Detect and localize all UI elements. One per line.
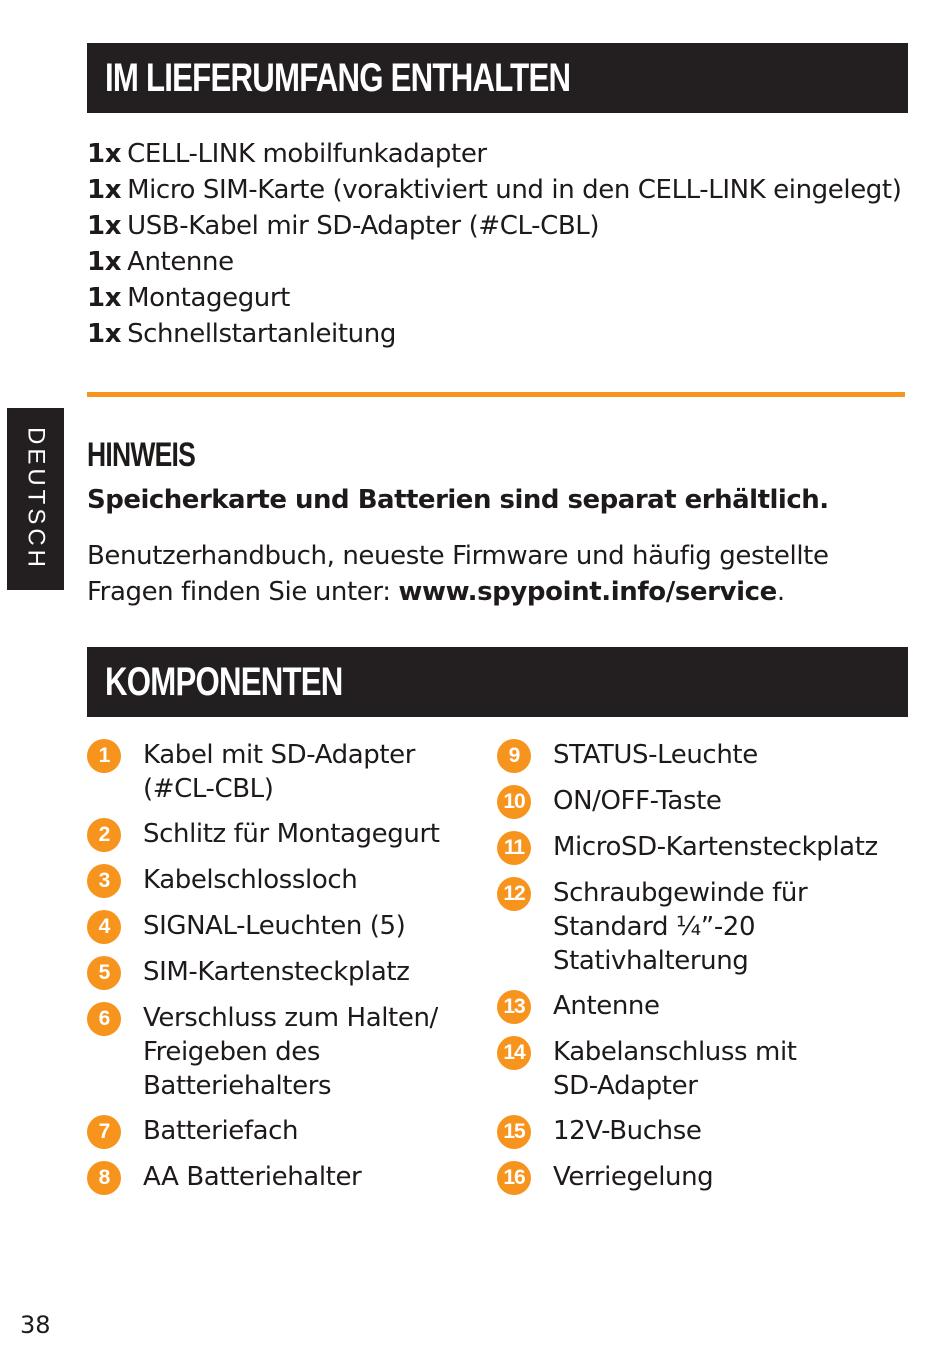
note-bold-line: Speicherkarte und Batterien sind separat erhältlich. [87, 485, 829, 515]
components-right-column [497, 738, 917, 1206]
item-text: Antenne [127, 247, 234, 277]
section-header-components [87, 647, 908, 717]
number-badge: 5 [87, 956, 121, 990]
number-badge: 7 [87, 1115, 121, 1149]
component-label: SIGNAL-Leuchten (5) [143, 911, 406, 941]
number-badge: 11 [497, 831, 531, 865]
contents-item [87, 316, 917, 352]
note-body-suffix: . [776, 577, 785, 607]
language-label: DEUTSCH [22, 426, 50, 571]
component-label: ON/OFF-Taste [553, 786, 722, 816]
item-quantity: 1x [87, 139, 122, 169]
component-item [497, 989, 917, 1024]
item-text: Micro SIM-Karte (voraktiviert und in den CELL-LINK eingelegt) [127, 175, 902, 205]
language-side-tab [7, 408, 64, 590]
note-body-text: Benutzerhandbuch, neueste Firmware und häufig gestellte Fragen finden Sie unter: [87, 541, 829, 607]
number-badge: 16 [497, 1161, 531, 1195]
number-badge: 12 [497, 877, 531, 911]
number-badge: 1 [87, 739, 121, 773]
number-badge: 13 [497, 990, 531, 1024]
component-label: MicroSD-Kartensteckplatz [553, 832, 878, 862]
item-text: Montagegurt [127, 283, 290, 313]
service-url: www.spypoint.info/service [398, 577, 777, 607]
item-quantity: 1x [87, 211, 122, 241]
component-item [87, 817, 487, 852]
number-badge: 8 [87, 1161, 121, 1195]
number-badge: 10 [497, 785, 531, 819]
component-item [497, 784, 917, 819]
number-badge: 6 [87, 1002, 121, 1036]
contents-item [87, 172, 917, 208]
number-badge: 2 [87, 818, 121, 852]
item-quantity: 1x [87, 319, 122, 349]
number-badge: 9 [497, 739, 531, 773]
component-label: Kabel mit SD-Adapter (#CL-CBL) [143, 740, 416, 804]
component-label: Kabelanschluss mit SD-Adapter [553, 1037, 797, 1101]
component-label: AA Batteriehalter [143, 1162, 362, 1192]
item-text: CELL-LINK mobilfunkadapter [127, 139, 487, 169]
component-item [497, 1035, 917, 1103]
component-label: Batteriefach [143, 1116, 299, 1146]
contents-list [87, 136, 917, 352]
component-item [497, 1114, 917, 1149]
number-badge: 3 [87, 864, 121, 898]
orange-divider [87, 392, 905, 397]
contents-item [87, 208, 917, 244]
component-item [87, 738, 487, 806]
component-item [497, 876, 917, 978]
component-label: STATUS-Leuchte [553, 740, 758, 770]
component-item [87, 1160, 487, 1195]
note-title [87, 436, 225, 475]
component-label: SIM-Kartensteckplatz [143, 957, 410, 987]
component-item [87, 1114, 487, 1149]
contents-item [87, 136, 917, 172]
component-label: Kabelschlossloch [143, 865, 358, 895]
component-item [87, 955, 487, 990]
note-title-text: HINWEIS [87, 436, 195, 474]
component-item [497, 738, 917, 773]
component-item [87, 909, 487, 944]
contents-item [87, 244, 917, 280]
component-item [87, 1001, 487, 1103]
number-badge: 15 [497, 1115, 531, 1149]
component-item [497, 830, 917, 865]
section-header-contents [87, 43, 908, 113]
components-left-column [87, 738, 487, 1206]
section-header-contents-text: IM LIEFERUMFANG ENTHALTEN [105, 55, 571, 100]
component-item [497, 1160, 917, 1195]
item-quantity: 1x [87, 247, 122, 277]
component-label: Schraubgewinde für Standard ¼”-20 Stativhalterung [553, 878, 808, 976]
component-item [87, 863, 487, 898]
note-body [87, 538, 907, 610]
contents-item [87, 280, 917, 316]
page-number: 38 [20, 1311, 51, 1339]
section-header-components-text: KOMPONENTEN [105, 659, 343, 704]
number-badge: 14 [497, 1036, 531, 1070]
item-quantity: 1x [87, 175, 122, 205]
component-label: Verschluss zum Halten/ Freigeben des Batteriehalters [143, 1003, 438, 1101]
item-quantity: 1x [87, 283, 122, 313]
component-label: 12V-Buchse [553, 1116, 702, 1146]
item-text: Schnellstartanleitung [127, 319, 396, 349]
component-label: Verriegelung [553, 1162, 714, 1192]
item-text: USB-Kabel mir SD-Adapter (#CL-CBL) [127, 211, 600, 241]
component-label: Schlitz für Montagegurt [143, 819, 440, 849]
component-label: Antenne [553, 991, 660, 1021]
number-badge: 4 [87, 910, 121, 944]
